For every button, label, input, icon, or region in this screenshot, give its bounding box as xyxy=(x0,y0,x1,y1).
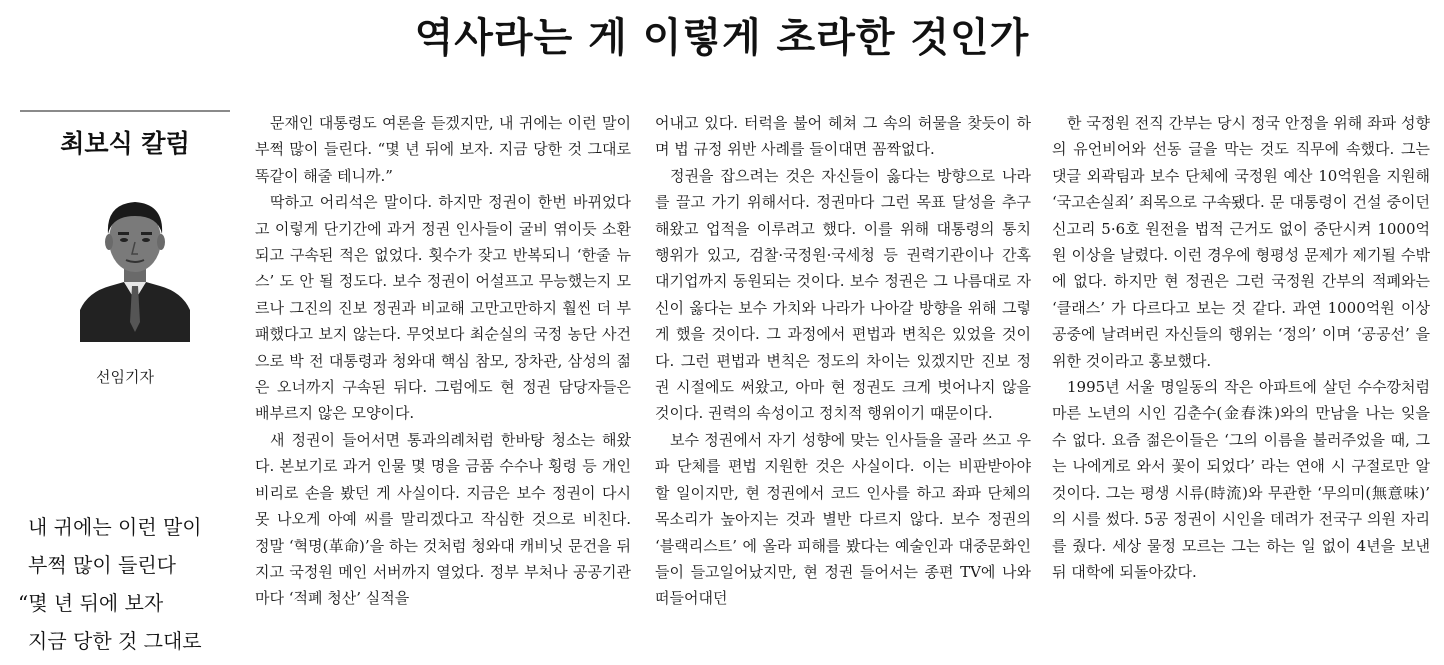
pull-quote-line: 부쩍 많이 들린다 xyxy=(28,553,176,577)
byline: 선임기자 xyxy=(96,368,154,386)
column-sidebar xyxy=(18,110,232,653)
pull-quote-line: “몇 년 뒤에 보자 xyxy=(18,591,164,615)
article-column-3 xyxy=(1052,110,1430,665)
sidebar-rule xyxy=(20,110,230,112)
article-column-1 xyxy=(255,110,631,665)
paragraph: 새 정권이 들어서면 통과의례처럼 한바탕 청소는 해왔다. 본보기로 과거 인물 몇 명을 금품 수수나 횡령 등 개인 비리로 손을 봤던 게 사실이다. 지금은 보수 정권이 다시 못 나오게 아예 씨를 말리겠다고 작심한 것으로 비친다. 정말 ‘혁명(革命)’을 하는 것처럼 청와대 캐비닛 문건을 뒤지고 국정원 메인 서버까지 열었다. 정부 부처나 공공기관마다 ‘적폐 청산’ 실적을 xyxy=(255,430,631,608)
pull-quote-line: 지금 당한 것 그대로 xyxy=(28,629,202,653)
author-portrait-image xyxy=(80,182,190,342)
paragraph: 1995년 서울 명일동의 작은 아파트에 살던 수수깡처럼 마른 노년의 시인 김춘수(金春洙)와의 만남을 나는 잊을 수 없다. 요즘 젊은이들은 ‘그의 이름을 불러주었을 때, 그는 나에게로 와서 꽃이 되었다’ 라는 연애 시 구절로만 알 것이다. 그는 평생 시류(時流)와 무관한 ‘무의미(無意味)’ 의 시를 썼다. 5공 정권이 시인을 데려가 전국구 의원 자리를 줬다. 세상 물정 모르는 그는 하는 일 없이 4년을 보낸 뒤 대학에 되돌아갔다. xyxy=(1052,378,1430,581)
author-portrait xyxy=(80,182,190,342)
article-column-2 xyxy=(655,110,1031,665)
paragraph: 어내고 있다. 터럭을 불어 헤쳐 그 속의 허물을 찾듯이 하며 법 규정 위반 사례를 들이대면 꼼짝없다. xyxy=(655,114,1031,159)
pull-quote-line: 내 귀에는 이런 말이 xyxy=(28,515,202,539)
paragraph: 한 국정원 전직 간부는 당시 정국 안정을 위해 좌파 성향의 유언비어와 선동 글을 막는 것도 직무에 속했다. 그는 댓글 외곽팀과 보수 단체에 국정원 예산 10억원을 지원해 ‘국고손실죄’ 죄목으로 구속됐다. 문 대통령이 건설 중이던 신고리 5·6호 원전을 법적 근거도 없이 중단시켜 1000억원 이상을 날렸다. 이런 경우에 형평성 문제가 제기될 수밖에 없다. 하지만 현 정권은 그런 국정원 간부의 적폐와는 ‘클래스’ 가 다르다고 보는 것 같다. 과연 1000억원 이상 공중에 날려버린 자신들의 행위는 ‘정의’ 이며 ‘공공선’ 을 위한 것이라고 홍보했다. xyxy=(1052,114,1430,370)
paragraph: 딱하고 어리석은 말이다. 하지만 정권이 한번 바뀌었다고 이렇게 단기간에 과거 정권 인사들이 굴비 엮이듯 소환되고 구속된 적은 없었다. 횟수가 잦고 반복되니 ‘한줄 뉴스’ 도 안 될 정도다. 보수 정권이 어설프고 무능했는지 모르나 그진의 진보 정권과 비교해 고만고만하지 훨씬 더 부패했다고 보지 않는다. 무엇보다 최순실의 국정 농단 사건으로 박 전 대통령과 청와대 핵심 참모, 장차관, 삼성의 젊은 오너까지 구속된 뒤다. 그럼에도 현 정권 담당자들은 배부르지 않은 모양이다. xyxy=(255,193,631,423)
pull-quote xyxy=(18,508,232,660)
paragraph: 보수 정권에서 자기 성향에 맞는 인사들을 골라 쓰고 우파 단체를 편법 지원한 것은 사실이다. 이는 비판받아야 할 일이지만, 현 정권에서 코드 인사를 하고 좌파 단체의 목소리가 높아지는 것과 별반 다르지 않다. 보수 정권의 ‘블랙리스트’ 에 올라 피해를 봤다는 예술인과 대중문화인들이 들고일어났지만, 현 정권 들어서는 종편 TV에 나와 떠들어대던 xyxy=(655,430,1031,608)
paragraph: 정권을 잡으려는 것은 자신들이 옳다는 방향으로 나라를 끌고 가기 위해서다. 정권마다 그런 목표 달성을 추구해왔고 업적을 이루려고 했다. 이를 위해 대통령의 통치 행위가 있고, 검찰·국정원·국세청 등 권력기관이나 간혹 대기업까지 동원되는 것이다. 보수 정권은 그 나름대로 자신이 옳다는 보수 가치와 나라가 나아갈 방향을 위해 그렇게 했을 것이다. 그 과정에서 편법과 변칙은 있었을 것이다. 그런 편법과 변칙은 정도의 차이는 있겠지만 진보 정권 시절에도 써왔고, 아마 현 정권도 크게 벗어나지 않을 것이다. 권력의 속성이고 정치적 행위이기 때문이다. xyxy=(655,166,1031,423)
paragraph: 문재인 대통령도 여론을 듣겠지만, 내 귀에는 이런 말이 부쩍 많이 들린다. “몇 년 뒤에 보자. 지금 당한 것 그대로 똑같이 해줄 테니까.” xyxy=(255,114,631,185)
column-name: 최보식 칼럼 xyxy=(60,129,190,158)
headline: 역사라는 게 이렇게 초라한 것인가 xyxy=(414,15,1030,61)
